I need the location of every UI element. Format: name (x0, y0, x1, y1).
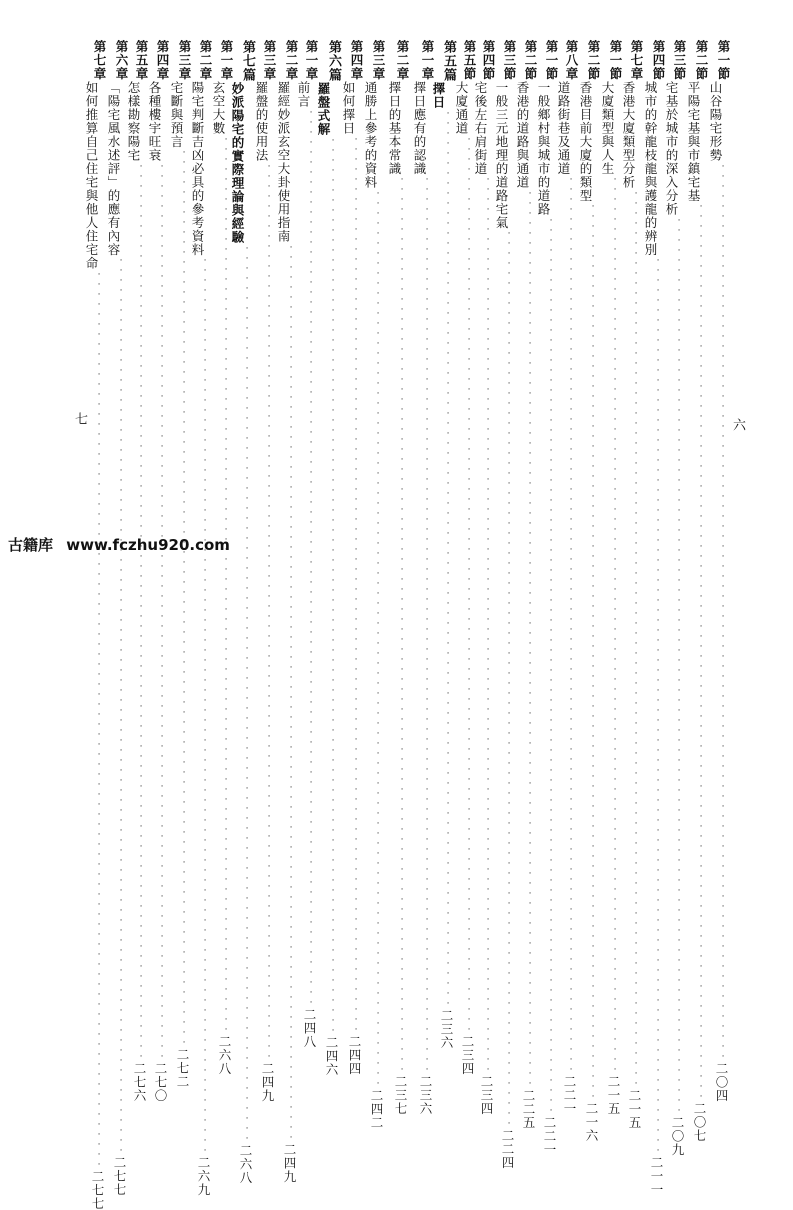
toc-entry-title: 香港大廈類型分析 (625, 81, 639, 189)
toc-entry (300, 40, 322, 520)
toc-entry (391, 40, 413, 520)
toc-entry (110, 40, 132, 520)
toc-leader-dots: ·························································································· (668, 216, 690, 1116)
toc-entry-title: 玄空大數 (215, 81, 229, 135)
toc-leader-dots: ·························································································· (437, 109, 459, 1009)
toc-entry-page: 二一六 (582, 1102, 602, 1143)
toc-leader-dots: ·························································································· (280, 243, 302, 1143)
watermark-url: www.fczhu920.com (66, 536, 230, 554)
toc-entry-title: 宅後左右肩街道 (477, 81, 491, 176)
toc-leader-dots: ·························································································· (712, 162, 734, 1062)
toc-leader-dots: ·························································································· (258, 162, 280, 1062)
toc-entry-page: 二六八 (236, 1144, 256, 1185)
toc-leader-dots: ·························································································· (477, 175, 499, 1075)
toc-leader-dots: ·························································································· (519, 189, 541, 1089)
toc-entry-title: 香港目前大廈的類型 (582, 81, 596, 203)
toc-entry-label: 第三章 (258, 40, 280, 81)
watermark-footer (8, 534, 230, 556)
toc-entry (604, 40, 626, 520)
toc-entry-page: 二一一 (647, 1156, 667, 1197)
toc-entry-label: 第七章 (625, 40, 647, 81)
toc-entry-title: 怎樣勘察陽宅 (130, 81, 144, 162)
toc-entry-title: 宅基於城市的深入分析 (668, 81, 682, 216)
toc-entry (690, 40, 712, 520)
toc-entry-label: 第六章 (110, 40, 132, 81)
toc-entry-title: 妙派陽宅的實際理論與經驗 (236, 82, 248, 244)
toc-entry (130, 40, 152, 520)
toc-entry (458, 40, 480, 520)
toc-entry (258, 40, 280, 520)
toc-entry-title: 各種樓宇旺衰 (151, 81, 165, 162)
toc-entry-page: 二一五 (625, 1089, 645, 1130)
toc-leader-dots: ·························································································· (215, 135, 237, 1035)
toc-leader-dots: ·························································································· (498, 229, 520, 1129)
toc-entry-title: 羅盤式解 (322, 82, 334, 136)
toc-entry-title: 山谷陽宅形勢 (712, 81, 726, 162)
toc-entry (498, 40, 520, 520)
toc-leader-dots: ·························································································· (110, 256, 132, 1156)
toc-entry-page: 二七七 (88, 1170, 108, 1210)
toc-entry (280, 40, 302, 520)
toc-leader-dots: ·························································································· (367, 189, 389, 1089)
toc-entry-title: 「陽宅風水述評」的應有內容 (110, 81, 124, 257)
toc-leader-dots: ·························································································· (194, 256, 216, 1156)
toc-entry-title: 平陽宅基與市鎮宅基 (690, 81, 704, 203)
toc-entry-page: 二六八 (215, 1035, 235, 1076)
toc-entry-page: 二四二 (367, 1089, 387, 1130)
toc-entry (151, 40, 173, 520)
toc-entry-label: 第二節 (690, 40, 712, 81)
toc-entry (215, 40, 237, 520)
toc-entry-title: 大廈類型與人生 (604, 81, 618, 176)
toc-entry (560, 40, 582, 520)
toc-entry-page: 二〇四 (712, 1062, 732, 1103)
toc-entry-page: 二三四 (477, 1075, 497, 1116)
toc-entry-page: 二七七 (110, 1156, 130, 1197)
toc-entry-label: 第七篇 (236, 40, 258, 82)
toc-leader-dots: ·························································································· (151, 162, 173, 1062)
toc-entry-label: 第三節 (498, 40, 520, 81)
toc-entry-label: 第八章 (560, 40, 582, 81)
toc-entry (625, 40, 647, 520)
toc-entry-title: 擇日應有的認識 (416, 81, 430, 176)
toc-entry-label: 第一章 (416, 40, 438, 81)
toc-entry (173, 40, 195, 520)
toc-entry (345, 40, 367, 520)
toc-entry-label: 第一節 (604, 40, 626, 81)
toc-entry-page: 二七六 (130, 1062, 150, 1103)
toc-entry-title: 羅盤的使用法 (258, 81, 272, 162)
toc-entry-label: 第二章 (280, 40, 302, 81)
toc-entry-label: 第四節 (647, 40, 669, 81)
toc-entry-label: 第三章 (173, 40, 195, 81)
toc-entry-page: 二四四 (345, 1035, 365, 1076)
toc-entry-page: 二四九 (280, 1143, 300, 1184)
toc-leader-dots: ·························································································· (236, 244, 258, 1144)
toc-entry (88, 40, 110, 520)
toc-entry-page: 二三七 (391, 1075, 411, 1116)
toc-entry-page: 二四八 (300, 1008, 320, 1049)
page-number-right: 六 (728, 418, 747, 431)
toc-entry-title: 香港的道路與通道 (519, 81, 533, 189)
toc-entry-label: 第二節 (582, 40, 604, 81)
toc-entry-page: 二〇七 (690, 1102, 710, 1143)
toc-entry (194, 40, 216, 520)
toc-leader-dots: ·························································································· (604, 175, 626, 1075)
toc-entry-page: 二三六 (416, 1075, 436, 1116)
toc-entry-label: 第五篇 (437, 40, 459, 82)
toc-entry-label: 第四章 (345, 40, 367, 81)
toc-entry-page: 二二五 (519, 1089, 539, 1130)
toc-entry (322, 40, 344, 520)
toc-entry-title: 一般鄉村與城市的道路 (540, 81, 554, 216)
toc-entry-label: 第五章 (130, 40, 152, 81)
toc-leader-dots: ·························································································· (300, 108, 322, 1008)
page-number-left: 七 (70, 412, 89, 425)
toc-leader-dots: ·························································································· (345, 135, 367, 1035)
toc-entry-title: 一般三元地理的道路宅氣 (498, 81, 512, 230)
toc-entry (540, 40, 562, 520)
toc-entry-title: 擇日 (437, 82, 449, 109)
toc-entry-label: 第二節 (519, 40, 541, 81)
toc-entry-label: 第四節 (477, 40, 499, 81)
toc-leader-dots: ·························································································· (130, 162, 152, 1062)
toc-entry (582, 40, 604, 520)
toc-entry-title: 如何擇日 (345, 81, 359, 135)
toc-entry (236, 40, 258, 520)
toc-entry-label: 第五節 (458, 40, 480, 81)
toc-leader-dots: ·························································································· (540, 216, 562, 1116)
toc-leader-dots: ·························································································· (690, 202, 712, 1102)
toc-entry (647, 40, 669, 520)
toc-leader-dots: ·························································································· (88, 270, 110, 1170)
toc-entry-page: 二一五 (604, 1075, 624, 1116)
toc-entry-title: 如何推算自己住宅與他人住宅命 (88, 81, 102, 270)
toc-entry-label: 第一節 (540, 40, 562, 81)
toc-entry-label: 第一節 (712, 40, 734, 81)
toc-entry-page: 二六九 (194, 1156, 214, 1197)
toc-entry-page: 二二一 (560, 1075, 580, 1116)
toc-entry-title: 大廈通道 (458, 81, 472, 135)
toc-leader-dots: ·························································································· (173, 148, 195, 1048)
toc-entry-page: 二四六 (322, 1036, 342, 1077)
toc-entry-title: 前言 (300, 81, 314, 108)
toc-entry-title: 羅經妙派玄空大卦使用指南 (280, 81, 294, 243)
toc-leader-dots: ·························································································· (647, 256, 669, 1156)
toc-entry-label: 第七章 (88, 40, 110, 81)
toc-entry-page: 二〇九 (668, 1116, 688, 1157)
toc-leader-dots: ·························································································· (458, 135, 480, 1035)
toc-entry-label: 第二章 (194, 40, 216, 81)
toc-entry-page: 二三四 (458, 1035, 478, 1076)
toc-entry-label: 第六篇 (322, 40, 344, 82)
toc-entry-page: 二三六 (437, 1009, 457, 1050)
toc-entry-label: 第四章 (151, 40, 173, 81)
toc-entry-page: 二七〇 (151, 1062, 171, 1103)
toc-entry (477, 40, 499, 520)
toc-entry-label: 第二章 (391, 40, 413, 81)
toc-entry-page: 二四九 (258, 1062, 278, 1103)
toc-entry (668, 40, 690, 520)
toc-entry-label: 第一章 (215, 40, 237, 81)
toc-entry (416, 40, 438, 520)
toc-entry-title: 陽宅判斷吉凶必具的參考資料 (194, 81, 208, 257)
toc-entry (519, 40, 541, 520)
toc-entry-page: 二二四 (498, 1129, 518, 1170)
toc-entry-title: 擇日的基本常識 (391, 81, 405, 176)
toc-leader-dots: ·························································································· (625, 189, 647, 1089)
toc-entry-label: 第三章 (367, 40, 389, 81)
toc-entry (712, 40, 734, 520)
toc-page (0, 0, 793, 562)
watermark-site-name: 古籍库 (8, 536, 53, 554)
toc-entry-page: 二七二 (173, 1048, 193, 1089)
toc-entry (367, 40, 389, 520)
toc-entry-label: 第一章 (300, 40, 322, 81)
toc-leader-dots: ·························································································· (391, 175, 413, 1075)
toc-entry-title: 通勝上參考的資料 (367, 81, 381, 189)
toc-entry-page: 二二一 (540, 1116, 560, 1157)
toc-leader-dots: ·························································································· (560, 175, 582, 1075)
toc-leader-dots: ·························································································· (582, 202, 604, 1102)
toc-entry-title: 宅斷與預言 (173, 81, 187, 149)
toc-leader-dots: ·························································································· (416, 175, 438, 1075)
toc-entry-title: 城市的幹龍枝龍與護龍的辨別 (647, 81, 661, 257)
toc-entry (437, 40, 459, 520)
toc-entry-label: 第三節 (668, 40, 690, 81)
toc-leader-dots: ·························································································· (322, 136, 344, 1036)
toc-entry-title: 道路街巷及通道 (560, 81, 574, 176)
